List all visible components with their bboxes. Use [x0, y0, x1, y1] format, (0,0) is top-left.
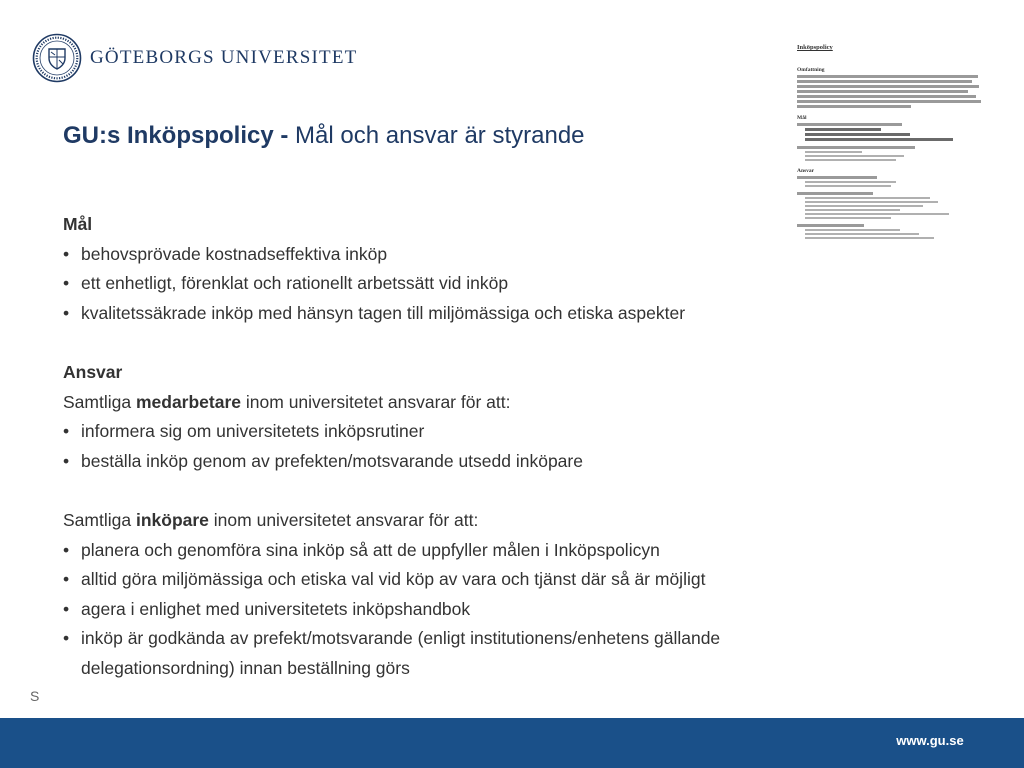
list-item: • ett enhetligt, förenklat och rationellt arbetssätt vid inköp	[63, 273, 509, 294]
medarbetare-intro: Samtliga medarbetare inom universitetet ansvarar för att:	[63, 391, 511, 412]
university-seal-icon	[32, 33, 82, 83]
inkopare-intro: Samtliga inköpare inom universitetet ansvarar för att:	[63, 509, 479, 530]
list-item: • planera och genomföra sina inköp så att de uppfyller målen i Inköpspolicyn	[63, 539, 660, 560]
title-bold: GU:s Inköpspolicy -	[63, 122, 289, 149]
mal-heading: Mål	[63, 214, 93, 234]
website-link[interactable]: www.gu.se	[896, 733, 964, 748]
university-logo	[32, 33, 357, 83]
title-normal: Mål och ansvar är styrande	[295, 122, 585, 149]
list-item: • beställa inköp genom av prefekten/motsvarande utsedd inköpare	[63, 450, 583, 471]
list-item: • inköp är godkända av prefekt/motsvarande (enligt institutionens/enhetens gällande	[63, 628, 721, 649]
footer-bar	[0, 718, 1024, 768]
policy-document-thumbnail	[797, 44, 987, 324]
list-item: • alltid göra miljömässiga och etiska val vid köp av vara och tjänst där så är möjligt	[63, 569, 706, 590]
doc-heading: Omfattning	[797, 67, 825, 73]
list-item: • kvalitetssäkrade inköp med hänsyn tagen till miljömässiga och etiska aspekter	[63, 302, 686, 323]
slide-title	[63, 122, 585, 150]
doc-heading: Mål	[797, 115, 807, 121]
corner-mark: S	[30, 688, 40, 704]
list-item: • agera i enlighet med universitetets inköpshandbok	[63, 598, 471, 619]
logo-wordmark: GÖTEBORGS UNIVERSITET	[90, 47, 358, 68]
list-item: • behovsprövade kostnadseffektiva inköp	[63, 243, 388, 264]
list-item: • informera sig om universitetets inköpsrutiner	[63, 421, 425, 442]
slide-content	[63, 210, 803, 684]
list-item-continuation: delegationsordning) innan beställning görs	[81, 657, 410, 678]
doc-heading: Ansvar	[797, 168, 815, 174]
doc-title: Inköpspolicy	[797, 44, 833, 51]
ansvar-heading: Ansvar	[63, 361, 123, 382]
